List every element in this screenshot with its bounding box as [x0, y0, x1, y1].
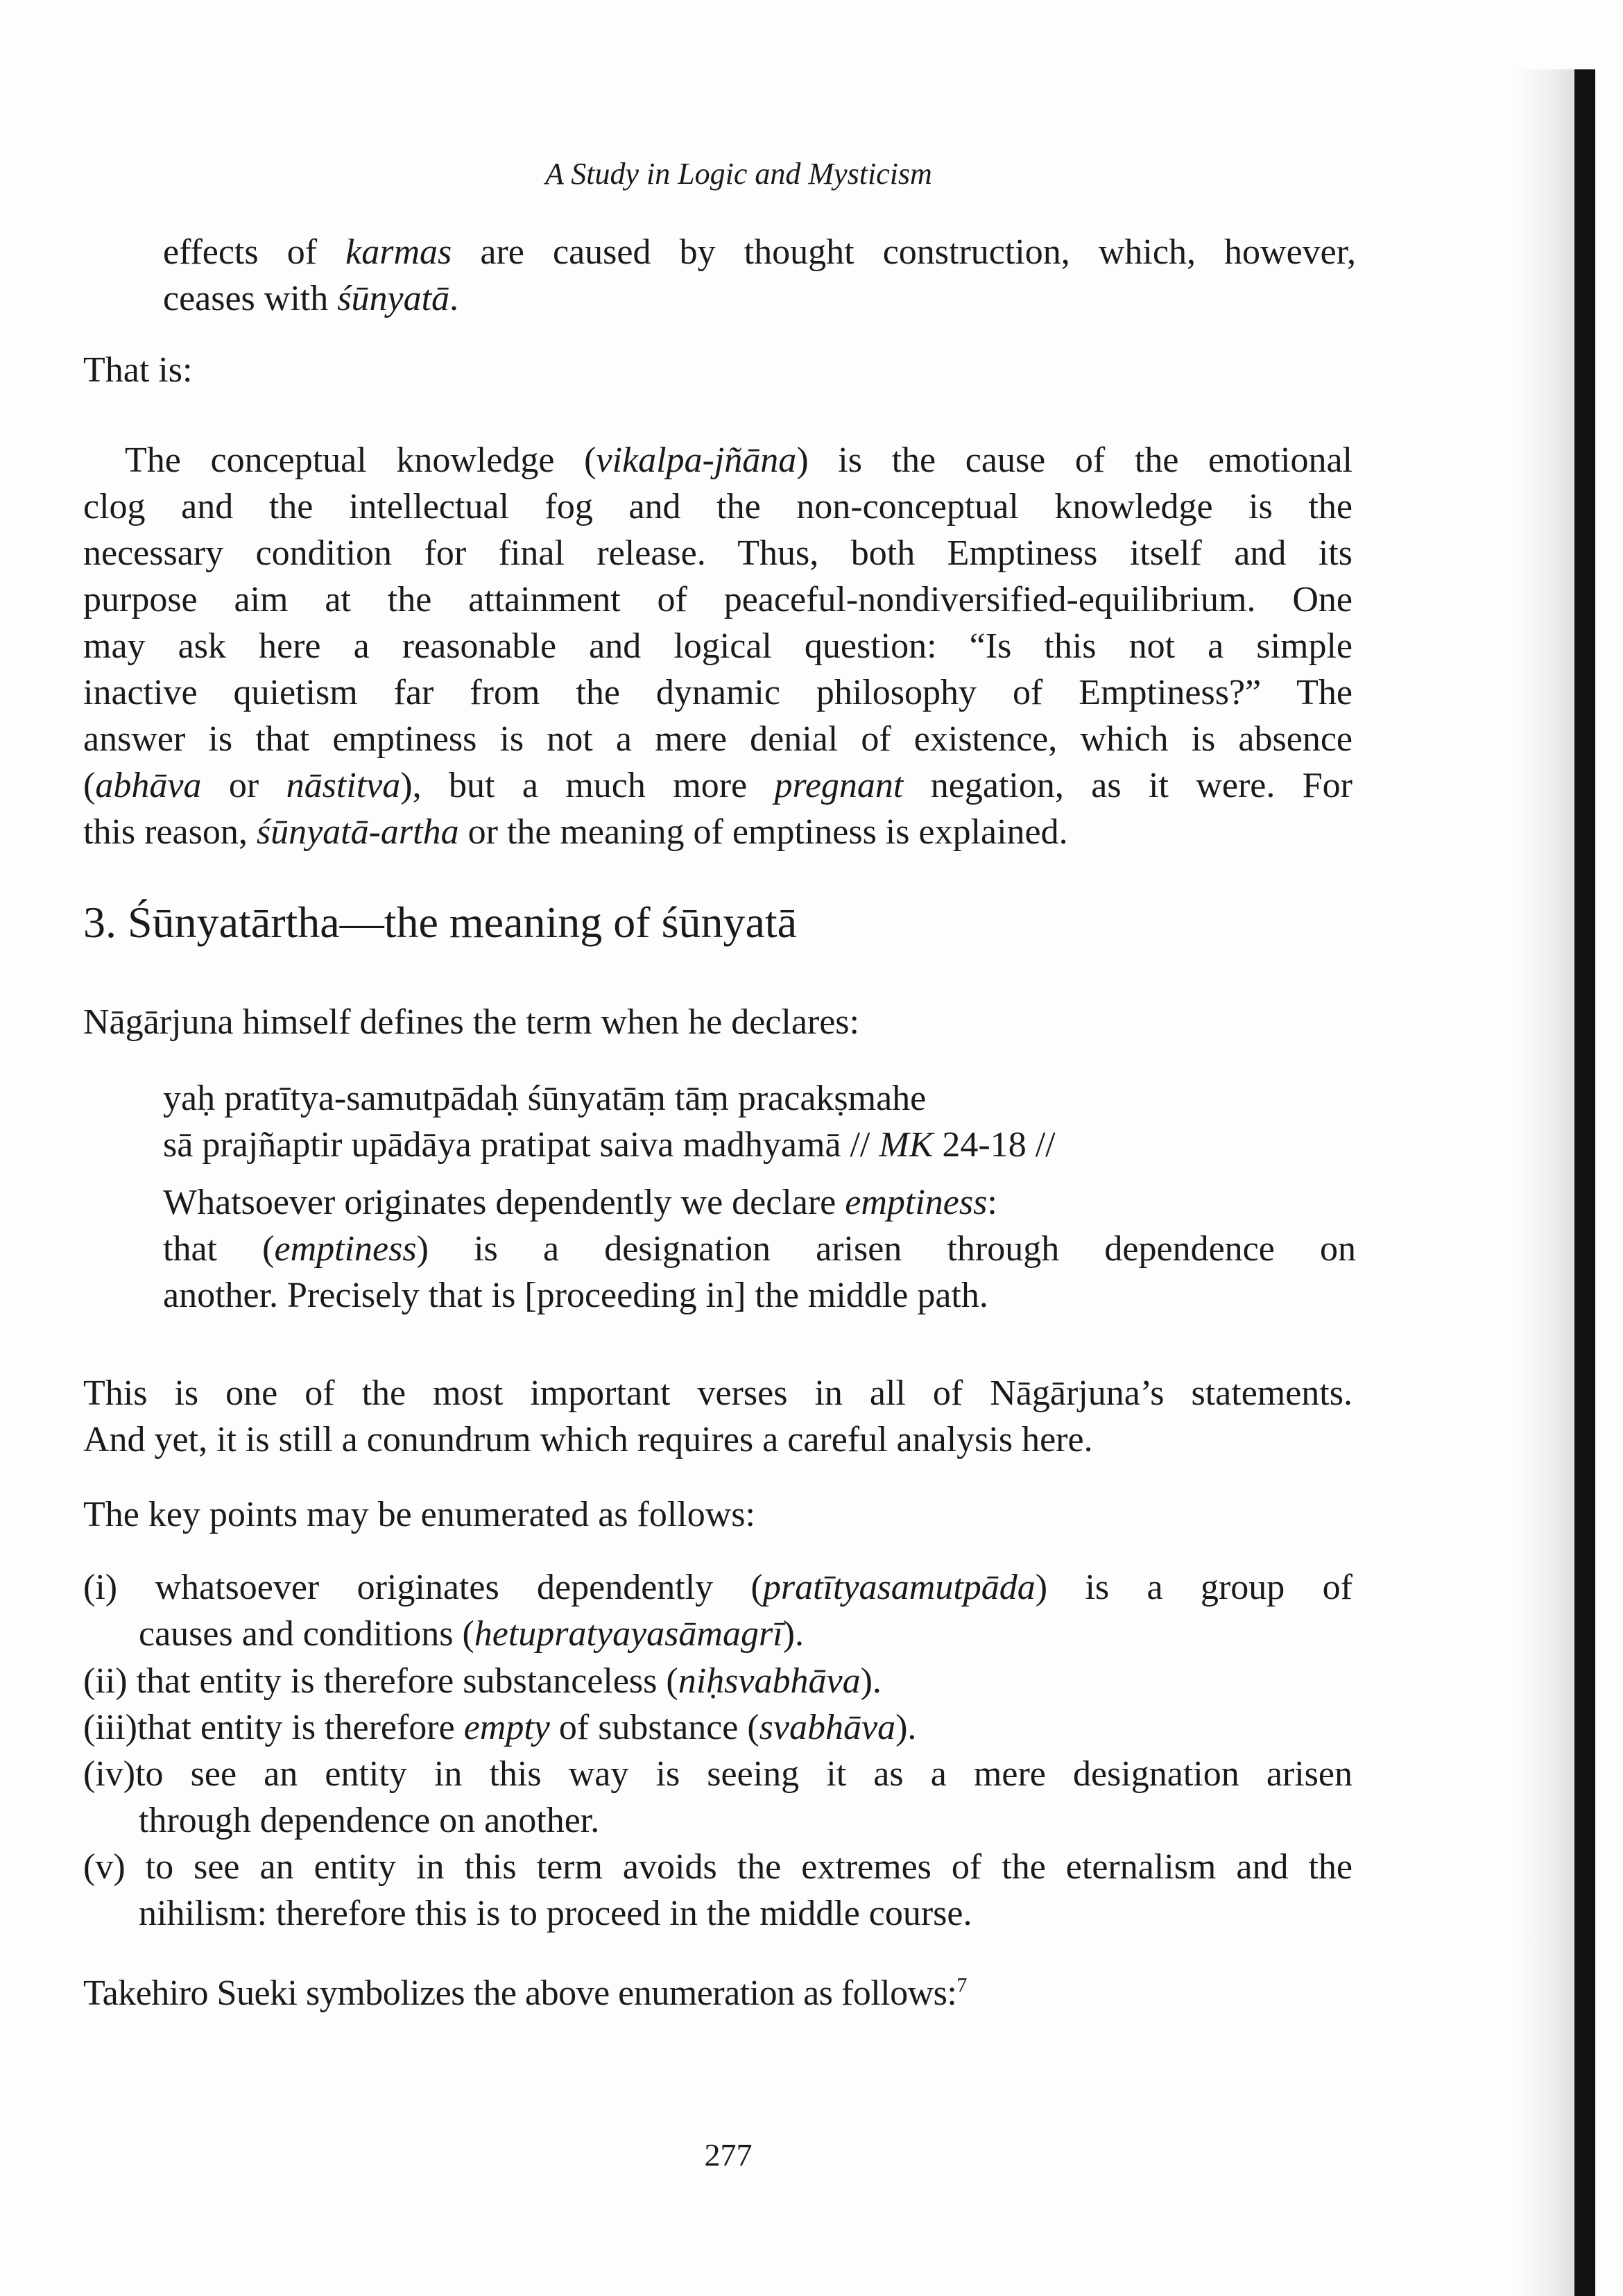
list-item-iii: (iii)that entity is therefore empty of substance (svabhāva). [83, 1708, 917, 1747]
list-item-iv: (iv)to see an entity in this way is seeing it as a mere designation arisen through dependence on another. [83, 1754, 1352, 1840]
paragraph-conceptual-knowledge [83, 437, 1352, 855]
continued-quote-line-2: ceases with śūnyatā. [163, 279, 459, 318]
list-item-ii: (ii) that entity is therefore substanceless (niḥsvabhāva). [83, 1661, 882, 1701]
that-is-label: That is: [83, 350, 193, 390]
para2-line-2: And yet, it is still a conundrum which requires a careful analysis here. [83, 1420, 1093, 1459]
paragraph-important-verse [83, 1370, 1352, 1463]
footnote-marker: 7 [956, 1973, 967, 1997]
para1-line-2: clog and the intellectual fog and the non-conceptual knowledge is the [83, 487, 1352, 526]
verse-translation [163, 1179, 1356, 1319]
list-item-v: (v) to see an entity in this term avoids the extremes of the eternalism and the nihilism: therefore this is to proceed in the middle course. [83, 1847, 1352, 1933]
translation-line-1: Whatsoever originates dependently we declare emptiness: [163, 1183, 997, 1222]
closing-sentence: Takehiro Sueki symbolizes the above enumeration as follows:$^7$ [83, 1973, 967, 2013]
section-heading-3: 3. Śūnyatārtha—the meaning of śūnyatā [83, 898, 798, 947]
sanskrit-verse [163, 1075, 1356, 1168]
para1-line-6: inactive quietism far from the dynamic philosophy of Emptiness?” The [83, 673, 1352, 712]
para1-line-3: necessary condition for final release. Thus, both Emptiness itself and its [83, 533, 1352, 573]
running-head: A Study in Logic and Mysticism [545, 157, 932, 191]
para1-line-7: answer is that emptiness is not a mere denial of existence, which is absence [83, 719, 1352, 759]
para1-line-4: purpose aim at the attainment of peaceful-nondiversified-equilibrium. One [83, 580, 1352, 619]
verse-line-1: yaḥ pratītya-samutpādaḥ śūnyatāṃ tāṃ pracakṣmahe [163, 1079, 927, 1118]
verse-line-2: sā prajñaptir upādāya pratipat saiva madhyamā // MK 24-18 // [163, 1125, 1056, 1165]
translation-line-2: that (emptiness) is a designation arisen through dependence on [163, 1229, 1356, 1269]
list-item-i: (i) whatsoever originates dependently (pratītyasamutpāda) is a group of causes and conditions (hetupratyayasāmagrī). [83, 1568, 1352, 1654]
para1-line-8: (abhāva or nāstitva), but a much more pregnant negation, as it were. For [83, 766, 1352, 805]
para1-line-5: may ask here a reasonable and logical question: “Is this not a simple [83, 626, 1352, 666]
continued-quote-line-1: effects of karmas are caused by thought construction, which, however, [163, 232, 1357, 272]
para2-line-1: This is one of the most important verses in all of Nāgārjuna’s statements. [83, 1373, 1352, 1413]
para1-line-9: this reason, śūnyatā-artha or the meaning of emptiness is explained. [83, 812, 1068, 852]
continued-quote [163, 229, 1356, 322]
para1-line-1: The conceptual knowledge (vikalpa-jñāna) is the cause of the emotional [125, 440, 1352, 480]
intro-sentence: Nāgārjuna himself defines the term when he declares: [83, 1002, 859, 1042]
binding-shadow [1512, 69, 1574, 2296]
binding-edge [1574, 69, 1595, 2296]
paragraph-key-points: The key points may be enumerated as follows: [83, 1495, 755, 1534]
translation-line-3: another. Precisely that is [proceeding in] the middle path. [163, 1276, 988, 1315]
page-number: 277 [704, 2137, 753, 2173]
